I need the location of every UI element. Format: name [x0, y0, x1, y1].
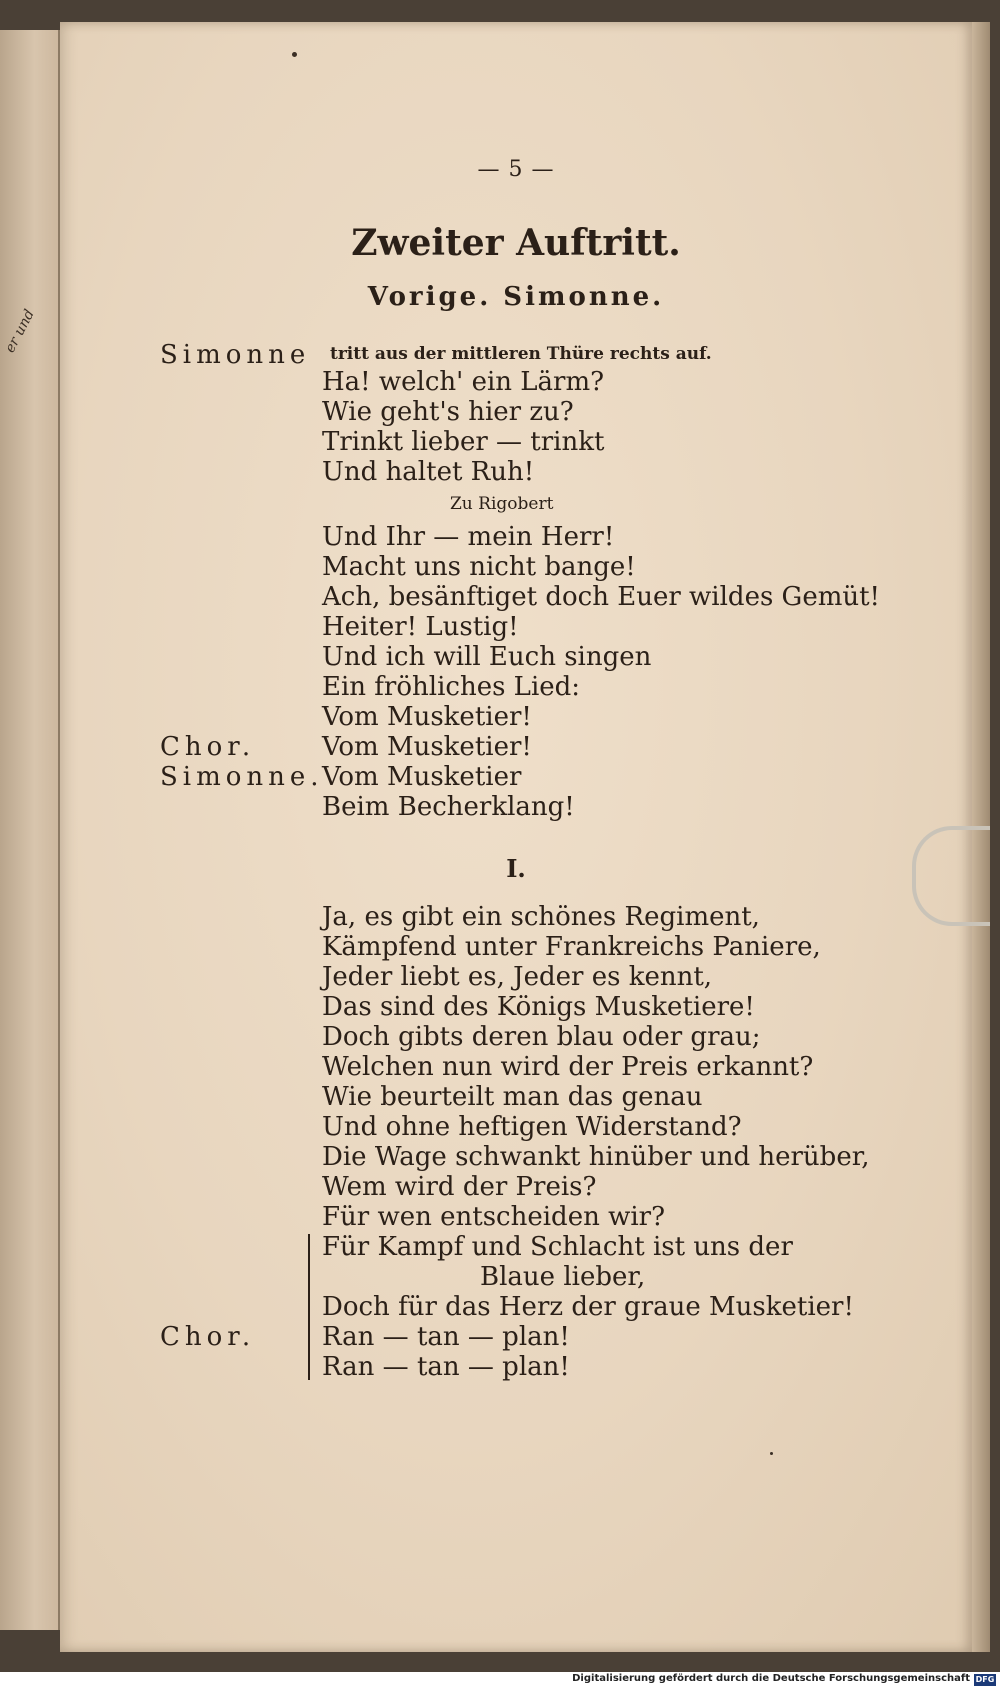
verse-line: Ach, besänftiget doch Euer wildes Gemüt! [322, 582, 881, 612]
cast-line: Vorige. Simonne. [367, 282, 665, 312]
speaker-simonne: Simonne [160, 340, 311, 370]
refrain-brace [308, 1234, 318, 1380]
verse-line: Wem wird der Preis? [322, 1172, 597, 1202]
page-number: — 5 — [477, 157, 555, 182]
speaker-chor: Chor. [160, 732, 256, 762]
speaker-simonne: Simonne. [160, 762, 324, 792]
verse-line: Und Ihr — mein Herr! [322, 522, 615, 552]
funding-credit: Digitalisierung gefördert durch die Deutsche Forschungsgemeinschaft [572, 1673, 970, 1684]
verse-line: Die Wage schwankt hinüber und herüber, [322, 1142, 870, 1172]
verse-line: Für wen entscheiden wir? [322, 1202, 666, 1232]
verse-line: Macht uns nicht bange! [322, 552, 636, 582]
verse-line: Wie beurteilt man das genau [322, 1082, 703, 1112]
refrain-line: Für Kampf und Schlacht ist uns der [322, 1232, 793, 1262]
paper-clip [912, 826, 990, 926]
ink-speck [292, 52, 297, 57]
verse-line: Vom Musketier [322, 762, 522, 792]
refrain-line: Ran — tan — plan! [322, 1322, 570, 1352]
verse-line: Und ohne heftigen Widerstand? [322, 1112, 742, 1142]
verse-line: Vom Musketier! [322, 702, 532, 732]
verse-line: Und ich will Euch singen [322, 642, 652, 672]
refrain-line: Ran — tan — plan! [322, 1352, 570, 1382]
verse-line: Das sind des Königs Musketiere! [322, 992, 755, 1022]
verse-line: Kämpfend unter Frankreichs Paniere, [322, 932, 821, 962]
verse-line: Vom Musketier! [322, 732, 532, 762]
verse-line: Ein fröhliches Lied: [322, 672, 581, 702]
stage-direction: tritt aus der mittleren Thüre rechts auf. [330, 344, 712, 364]
verse-line: Jeder liebt es, Jeder es kennt, [322, 962, 713, 992]
verse-line: Wie geht's hier zu? [322, 397, 574, 427]
previous-page-fragment: er und [2, 306, 38, 356]
verse-line: Trinkt lieber — trinkt [322, 427, 605, 457]
previous-page-edge [0, 30, 60, 1630]
verse-line: Ha! welch' ein Lärm? [322, 367, 605, 397]
verse-line: Heiter! Lustig! [322, 612, 519, 642]
section-numeral: I. [506, 854, 526, 883]
ink-speck [770, 1452, 773, 1455]
aside-direction: Zu Rigobert [450, 494, 554, 514]
dfg-logo: DFG [975, 1675, 995, 1684]
verse-line: Welchen nun wird der Preis erkannt? [322, 1052, 814, 1082]
verse-line: Doch gibts deren blau oder grau; [322, 1022, 761, 1052]
refrain-line-continued: Blaue lieber, [480, 1262, 646, 1292]
book-page [60, 22, 972, 1652]
verse-line: Ja, es gibt ein schönes Regiment, [322, 902, 760, 932]
verse-line: Und haltet Ruh! [322, 457, 535, 487]
refrain-line: Doch für das Herz der graue Musketier! [322, 1292, 854, 1322]
footer-bar [0, 1672, 1000, 1689]
verse-line: Beim Becherklang! [322, 792, 575, 822]
scene-title: Zweiter Auftritt. [351, 222, 681, 264]
speaker-chor: Chor. [160, 1322, 256, 1352]
